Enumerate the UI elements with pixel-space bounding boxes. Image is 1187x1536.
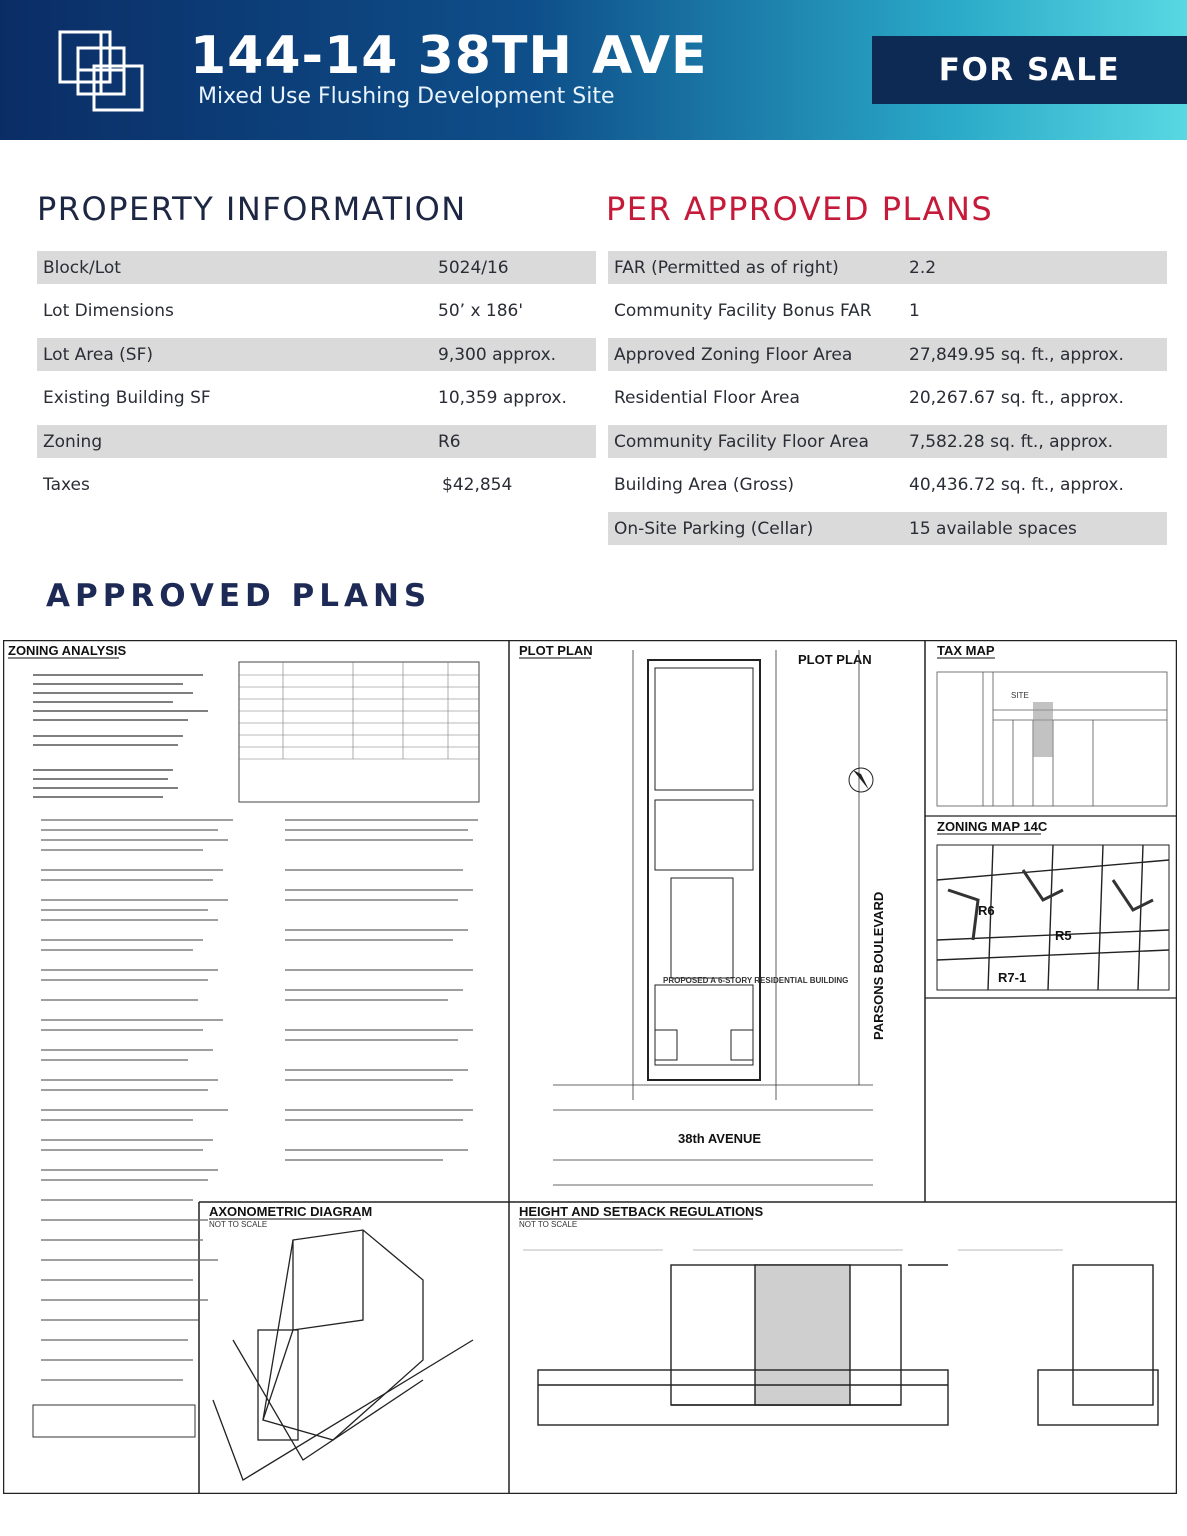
zoning-analysis-label: ZONING ANALYSIS xyxy=(8,643,127,658)
zoning-map-graphic xyxy=(937,845,1169,990)
zone-r5-label: R5 xyxy=(1055,928,1072,943)
row-label: Existing Building SF xyxy=(43,387,211,408)
row-label: FAR (Permitted as of right) xyxy=(614,257,839,278)
table-row xyxy=(37,338,596,371)
proposed-building-note: PROPOSED A 6-STORY RESIDENTIAL BUILDING xyxy=(663,976,849,985)
row-value: 9,300 approx. xyxy=(438,344,557,365)
row-value: 1 xyxy=(909,300,920,321)
per-approved-plans-heading: PER APPROVED PLANS xyxy=(606,190,994,228)
row-value: 27,849.95 sq. ft., approx. xyxy=(909,344,1124,365)
tax-map-label: TAX MAP xyxy=(937,643,995,658)
boulevard-label: PARSONS BOULEVARD xyxy=(871,891,886,1040)
row-label: Zoning xyxy=(43,431,103,452)
table-row xyxy=(608,512,1167,545)
plot-plan-inner-label: PLOT PLAN xyxy=(798,652,872,667)
table-row xyxy=(608,468,1167,501)
row-label: Approved Zoning Floor Area xyxy=(614,344,853,365)
header-banner xyxy=(0,0,1187,140)
plot-plan-label: PLOT PLAN xyxy=(519,643,593,658)
row-label: Residential Floor Area xyxy=(614,387,800,408)
row-value: 10,359 approx. xyxy=(438,387,567,408)
axonometric-label: AXONOMETRIC DIAGRAM xyxy=(209,1204,373,1219)
axonometric-scale-note: NOT TO SCALE xyxy=(209,1220,268,1229)
row-label: Block/Lot xyxy=(43,257,121,278)
row-value: 15 available spaces xyxy=(909,518,1077,539)
row-value: 40,436.72 sq. ft., approx. xyxy=(909,474,1124,495)
row-label: Taxes xyxy=(43,474,90,495)
height-setback-scale-note: NOT TO SCALE xyxy=(519,1220,578,1229)
table-row xyxy=(37,425,596,458)
row-label: Lot Area (SF) xyxy=(43,344,154,365)
row-value: 5024/16 xyxy=(438,257,509,278)
table-row xyxy=(608,251,1167,284)
approved-plans-drawing xyxy=(3,640,1177,1494)
row-label: Lot Dimensions xyxy=(43,300,174,321)
zone-r71-label: R7-1 xyxy=(998,970,1027,985)
zoning-map-label: ZONING MAP 14C xyxy=(937,819,1048,834)
table-row xyxy=(608,381,1167,414)
row-value: R6 xyxy=(438,431,461,452)
row-label: On-Site Parking (Cellar) xyxy=(614,518,814,539)
zone-r6-label: R6 xyxy=(978,903,995,918)
table-row xyxy=(37,294,596,327)
table-row xyxy=(608,338,1167,371)
row-label: Community Facility Floor Area xyxy=(614,431,869,452)
row-value: $42,854 xyxy=(442,474,513,495)
height-setback-label: HEIGHT AND SETBACK REGULATIONS xyxy=(519,1204,764,1219)
street-label: 38th AVENUE xyxy=(678,1131,762,1146)
property-title: 144-14 38TH AVE xyxy=(190,26,708,86)
table-row xyxy=(37,251,596,284)
tax-map-site-label: SITE xyxy=(1011,691,1029,700)
property-subtitle: Mixed Use Flushing Development Site xyxy=(198,84,615,109)
table-row xyxy=(608,294,1167,327)
row-value: 50’ x 186' xyxy=(438,300,524,321)
for-sale-badge: FOR SALE xyxy=(872,36,1187,104)
table-row xyxy=(37,468,596,501)
row-label: Building Area (Gross) xyxy=(614,474,795,495)
row-value: 2.2 xyxy=(909,257,937,278)
table-row xyxy=(37,381,596,414)
property-information-heading: PROPERTY INFORMATION xyxy=(37,190,467,228)
table-row xyxy=(608,425,1167,458)
building-logo-icon xyxy=(56,28,146,114)
row-value: 7,582.28 sq. ft., approx. xyxy=(909,431,1114,452)
row-value: 20,267.67 sq. ft., approx. xyxy=(909,387,1124,408)
approved-plans-heading: APPROVED PLANS xyxy=(46,578,432,614)
row-label: Community Facility Bonus FAR xyxy=(614,300,872,321)
